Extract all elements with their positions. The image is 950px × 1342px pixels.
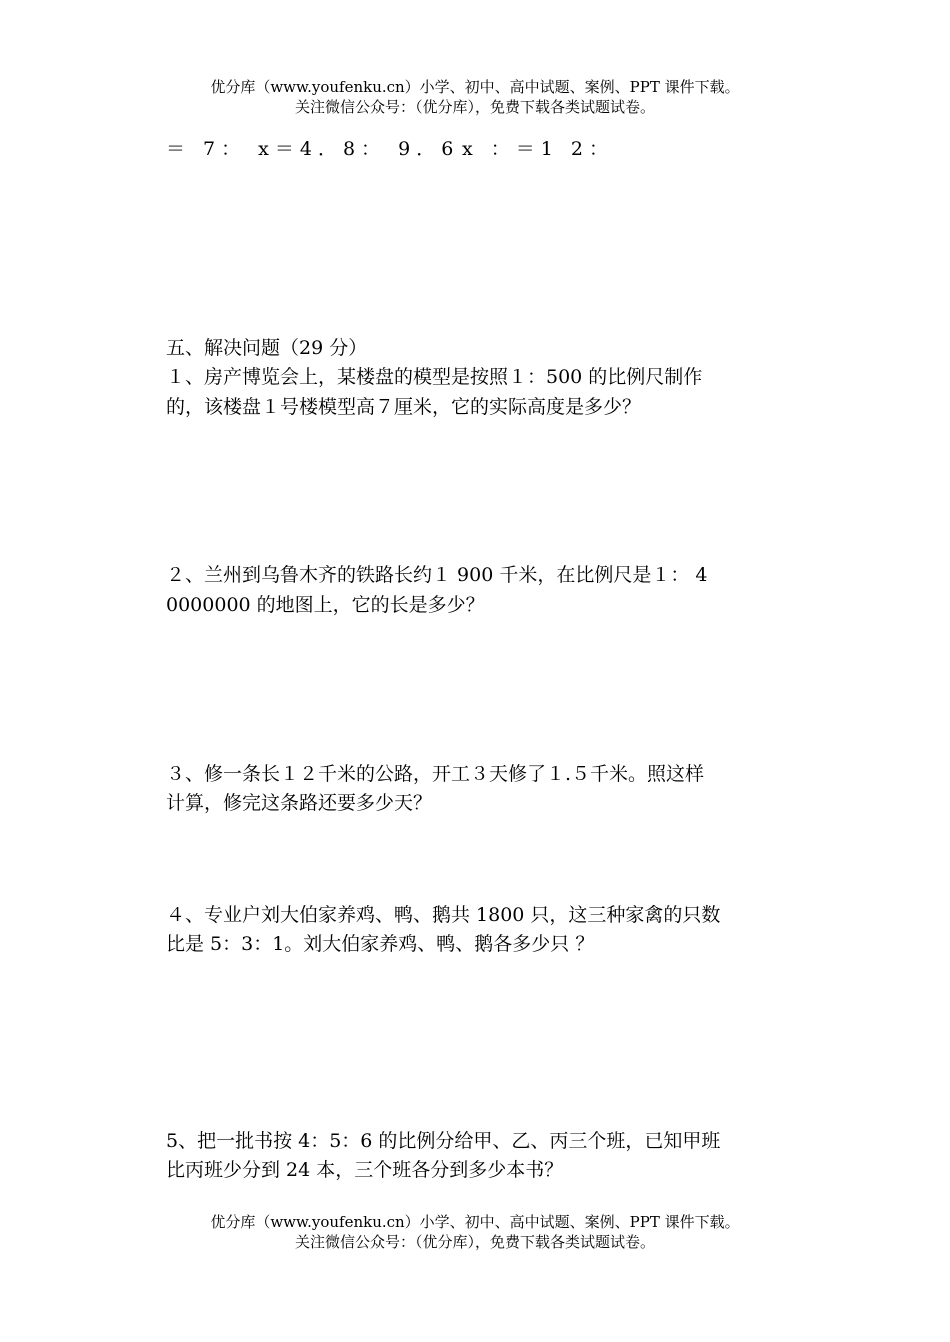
header-line-1: 优分库（www.youfenku.cn）小学、初中、高中试题、案例、PPT 课件下载。 — [210, 78, 740, 96]
page-header — [0, 77, 950, 117]
question-5-line-1: 5、把一批书按 4：5：6 的比例分给甲、乙、丙三个班，已知甲班 — [166, 1130, 721, 1152]
question-4-line-2: 比是 5：3：1。刘大伯家养鸡、鸭、鹅各多少只 ？ — [166, 933, 595, 955]
question-2-line-2: 0000000 的地图上，它的长是多少？ — [166, 594, 485, 616]
page-footer — [0, 1212, 950, 1252]
footer-line-1: 优分库（www.youfenku.cn）小学、初中、高中试题、案例、PPT 课件下载。 — [210, 1213, 740, 1231]
question-3-line-1: ３、修一条长１２千米的公路，开工３天修了１.５千米。照这样 — [166, 763, 705, 785]
question-1-line-1: １、房产博览会上，某楼盘的模型是按照１：500 的比例尺制作 — [166, 366, 703, 388]
question-2-line-1: ２、兰州到乌鲁木齐的铁路长约１ 900 千米，在比例尺是１： 4 — [166, 564, 708, 586]
question-1-line-2: 的，该楼盘１号楼模型高７厘米，它的实际高度是多少？ — [166, 396, 642, 418]
question-5-line-2: 比丙班少分到 24 本，三个班各分到多少本书？ — [166, 1159, 564, 1181]
question-3-line-2: 计算，修完这条路还要多少天？ — [166, 792, 433, 814]
question-4-line-1: ４、专业户刘大伯家养鸡、鸭、鹅共 1800 只，这三种家禽的只数 — [166, 904, 721, 926]
equation-1: ＝ 7： x＝4．8： 9．6 — [166, 138, 460, 160]
footer-line-2: 关注微信公众号：（优分库），免费下载各类试题试卷。 — [294, 1233, 655, 1251]
header-line-2: 关注微信公众号：（优分库），免费下载各类试题试卷。 — [294, 98, 655, 116]
section-title: 五、解决问题（29 分） — [166, 337, 368, 359]
equation-2: x ：＝1 2： — [462, 138, 614, 160]
